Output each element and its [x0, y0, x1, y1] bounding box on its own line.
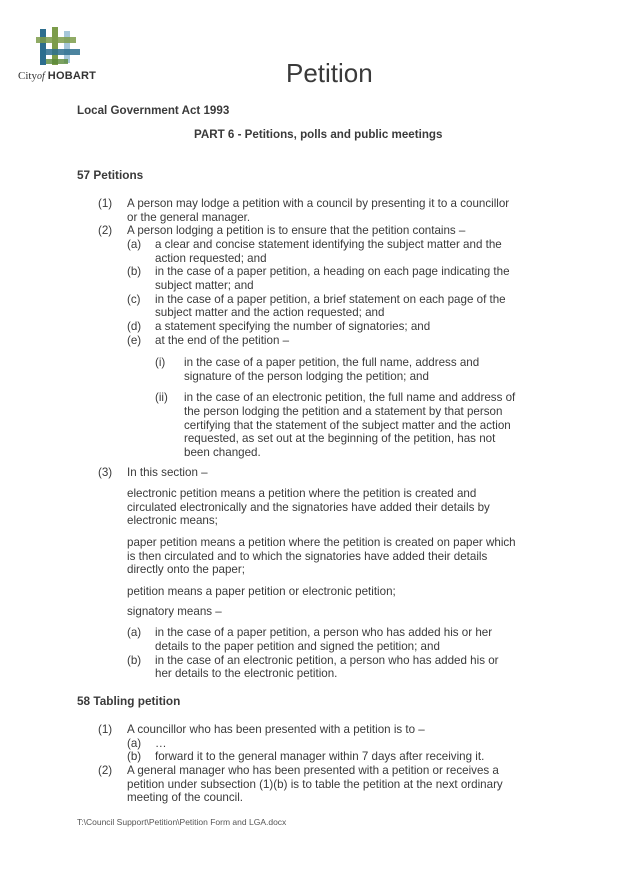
paragraph-text: in the case of a paper petition, a person who has added his or her: [155, 626, 493, 639]
paragraph-text: a clear and concise statement identifying the subject matter and the: [155, 238, 502, 251]
clause-number: (1): [98, 197, 113, 210]
paragraph-text: a statement specifying the number of signatories; and: [155, 320, 431, 333]
paragraph-number: (d): [127, 320, 142, 333]
definition-text: electronic petition means a petition where the petition is created and: [127, 487, 477, 500]
paragraph-text: …: [155, 737, 167, 750]
paragraph-text: in the case of a paper petition, a heading on each page indicating the: [155, 265, 510, 278]
subparagraph-text: been changed.: [184, 446, 261, 459]
clause-text: meeting of the council.: [127, 791, 244, 804]
subparagraph-text: requested, as set out at the beginning of the petition, has not: [184, 432, 496, 445]
paragraph-text: at the end of the petition –: [155, 334, 290, 347]
act-title: Local Government Act 1993: [77, 104, 230, 117]
logo-wordmark: Cityof HOBART: [18, 70, 97, 82]
definition-text: electronic means;: [127, 514, 218, 527]
clause-text: or the general manager.: [127, 211, 251, 224]
city-of-hobart-logo: [18, 27, 108, 85]
document-path-footer: T:\Council Support\Petition\Petition Form and LGA.docx: [77, 817, 287, 827]
clause-number: (1): [98, 723, 113, 736]
paragraph-text: her details to the electronic petition.: [155, 667, 338, 680]
definition-text: paper petition means a petition where the petition is created on paper which: [127, 536, 516, 549]
paragraph-text: forward it to the general manager within 7 days after receiving it.: [155, 750, 485, 763]
part-title: PART 6 - Petitions, polls and public meetings: [194, 128, 443, 141]
definition-text: petition means a paper petition or electronic petition;: [127, 585, 396, 598]
paragraph-number: (b): [127, 750, 142, 763]
paragraph-number: (e): [127, 334, 142, 347]
subparagraph-text: certifying that the statement of the subject matter and the action: [184, 419, 511, 432]
paragraph-text: details to the paper petition and signed the petition; and: [155, 640, 440, 653]
paragraph-number: (a): [127, 626, 142, 639]
definition-text: circulated electronically and the signatories have added their details by: [127, 501, 490, 514]
clause-number: (3): [98, 466, 113, 479]
subparagraph-text: in the case of a paper petition, the full name, address and: [184, 356, 480, 369]
subparagraph-text: in the case of an electronic petition, the full name and address of: [184, 391, 516, 404]
paragraph-number: (a): [127, 737, 142, 750]
clause-text: In this section –: [127, 466, 208, 479]
subparagraph-text: the person lodging the petition and a statement by that person: [184, 405, 503, 418]
page-title: Petition: [286, 58, 373, 88]
paragraph-text: subject matter and the action requested; and: [155, 306, 385, 319]
definition-text: directly onto the paper;: [127, 563, 245, 576]
paragraph-text: in the case of an electronic petition, a person who has added his or: [155, 654, 499, 667]
paragraph-text: subject matter; and: [155, 279, 254, 292]
clause-text: A general manager who has been presented with a petition or receives a: [127, 764, 499, 777]
paragraph-text: action requested; and: [155, 252, 267, 265]
clause-text: petition under subsection (1)(b) is to table the petition at the next ordinary: [127, 778, 503, 791]
clause-text: A person lodging a petition is to ensure that the petition contains –: [127, 224, 466, 237]
paragraph-text: in the case of a paper petition, a brief statement on each page of the: [155, 293, 506, 306]
hobart-logo-icon: [18, 27, 108, 71]
definition-text: is then circulated and to which the signatories have added their details: [127, 550, 488, 563]
subparagraph-number: (i): [155, 356, 166, 369]
definition-text: signatory means –: [127, 605, 222, 618]
section-58-heading: 58 Tabling petition: [77, 694, 181, 708]
clause-text: A person may lodge a petition with a council by presenting it to a councillor: [127, 197, 510, 210]
paragraph-number: (a): [127, 238, 142, 251]
subparagraph-text: signature of the person lodging the petition; and: [184, 370, 429, 383]
clause-text: A councillor who has been presented with a petition is to –: [127, 723, 425, 736]
paragraph-number: (b): [127, 654, 142, 667]
section-57-heading: 57 Petitions: [77, 168, 144, 182]
paragraph-number: (b): [127, 265, 142, 278]
clause-number: (2): [98, 764, 113, 777]
clause-number: (2): [98, 224, 113, 237]
paragraph-number: (c): [127, 293, 141, 306]
subparagraph-number: (ii): [155, 391, 168, 404]
